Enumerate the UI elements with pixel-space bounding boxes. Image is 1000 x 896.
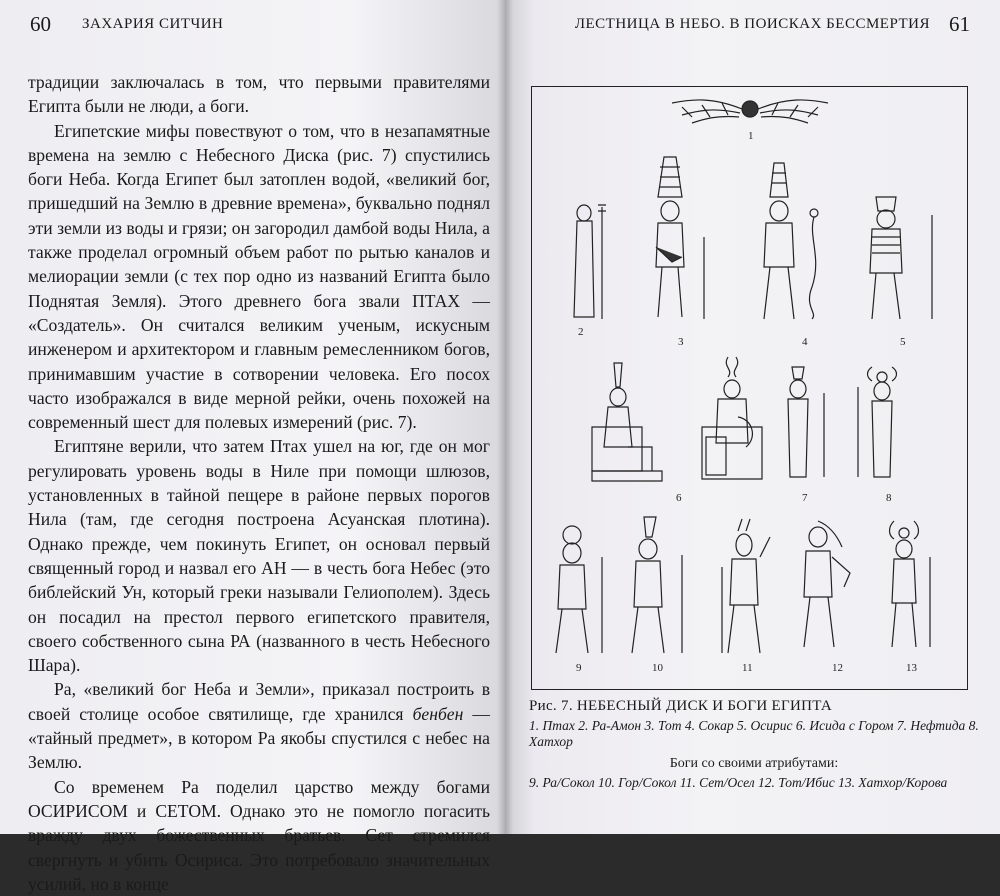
god-figure-osiris-icon	[592, 363, 662, 481]
left-body-text	[28, 70, 490, 896]
right-page	[505, 0, 1000, 834]
god-figure-sokar-icon	[870, 197, 932, 319]
god-figure-ra-amon-icon	[656, 157, 704, 319]
page-number-left: 60	[30, 12, 51, 36]
figure-number: 13	[906, 662, 917, 674]
figure-number: 6	[676, 492, 682, 504]
god-figure-nephthys-icon	[788, 367, 824, 477]
figure-caption	[529, 698, 979, 791]
figure-number: 1	[748, 130, 754, 142]
running-head-left: ЗАХАРИЯ СИТЧИН	[82, 16, 224, 32]
god-figure-isis-horus-icon	[702, 357, 762, 479]
figure-number: 9	[576, 662, 582, 674]
running-head-right: ЛЕСТНИЦА В НЕБО. В ПОИСКАХ БЕССМЕРТИЯ	[574, 16, 930, 32]
god-figure-set-donkey-icon	[722, 519, 770, 653]
caption-list: 1. Птах 2. Ра-Амон 3. Тот 4. Сокар 5. Осирис 6. Исида с Гором 7. Нефтида 8. Хатхор	[529, 718, 979, 749]
book-gutter	[497, 0, 513, 834]
god-figure-thoth-ibis-icon	[804, 521, 850, 647]
figure-frame	[531, 86, 968, 690]
god-figure-ra-falcon-icon	[556, 526, 602, 653]
paragraph-text: Ра, «великий бог Неба и Земли», приказал построить в своей столице особое святилище, где хранился	[28, 679, 490, 724]
paragraph: Египтяне верили, что затем Птах ушел на юг, где он мог регулировать уровень воды в Ниле при помощи шлюзов, установленных в тайной пещере в районе первых порогов Нила (там, где сегодня построена Асуанская плотина). Однако прежде, чем покинуть Египет, он основал первый священный город и назвал его АН — в честь бога Небес (это библейский Ун, который греки называли Гелиополем). Здесь он посадил на престол первого египетского правителя, своего собственного сына РА (названного в честь Небесного Шара).	[28, 436, 490, 676]
figure-number: 3	[678, 336, 684, 348]
god-figure-horus-falcon-icon	[632, 517, 682, 653]
paragraph: традиции заключалась в том, что первыми правителями Египта были не люди, а боги.	[28, 72, 490, 117]
figure-number: 5	[900, 336, 906, 348]
paragraph: Со временем Ра поделил царство между богами ОСИРИСОМ и СЕТОМ. Однако это не помогло погасить вражду двух божественных братьев. Сет стремился свергнуть и убить Осириса. Это потребовало значительных усилий, но в конце	[28, 776, 490, 894]
god-figure-ptah-icon	[574, 205, 606, 319]
italic-term: бенбен	[412, 703, 464, 724]
figure-number: 2	[578, 326, 584, 338]
figure-number: 11	[742, 662, 753, 674]
figure-illustration	[532, 87, 969, 691]
figure-number: 10	[652, 662, 663, 674]
caption-title: Рис. 7. НЕБЕСНЫЙ ДИСК И БОГИ ЕГИПТА	[529, 698, 833, 714]
paragraph	[28, 677, 490, 774]
figure-number: 7	[802, 492, 808, 504]
figure-number: 12	[832, 662, 843, 674]
god-figure-hathor-icon	[858, 367, 897, 477]
god-figure-thoth-icon	[764, 163, 818, 319]
figure-number: 8	[886, 492, 892, 504]
caption-subtitle: Боги со своими атрибутами:	[669, 756, 839, 771]
winged-disc-icon	[672, 100, 828, 123]
figure-number: 4	[802, 336, 808, 348]
page-number-right: 61	[949, 12, 970, 36]
paragraph-text: — «тайный предмет», в котором Ра якобы спустился с небес на Землю.	[28, 703, 491, 773]
god-figure-hathor-cow-icon	[890, 521, 931, 647]
paragraph: Египетские мифы повествуют о том, что в незапамятные времена на землю с Небесного Диска (рис. 7) спустились боги Неба. Когда Египет был затоплен водой, «великий бог, пришедший на Землю в древние времена», буквально поднял эти земли из воды и грязи; он загородил дамбой воды Нила, а также проделал огромный объем работ по рытью каналов и мелиорации земли (с тех пор одно из названий Египта было Поднятая Земля). Этого древнего бога звали ПТАХ — «Создатель». Он считался великим ученым, искусным инженером и архитектором и главным ремесленником богов, принимавшим участие в сотворении человека. Его посох часто изображался в виде мерной рейки, очень похожей на современный шест для полевых измерений (рис. 7).	[28, 120, 490, 433]
caption-list-attributes: 9. Ра/Сокол 10. Гор/Сокол 11. Сет/Осел 12. Тот/Ибис 13. Хатхор/Корова	[529, 775, 948, 790]
